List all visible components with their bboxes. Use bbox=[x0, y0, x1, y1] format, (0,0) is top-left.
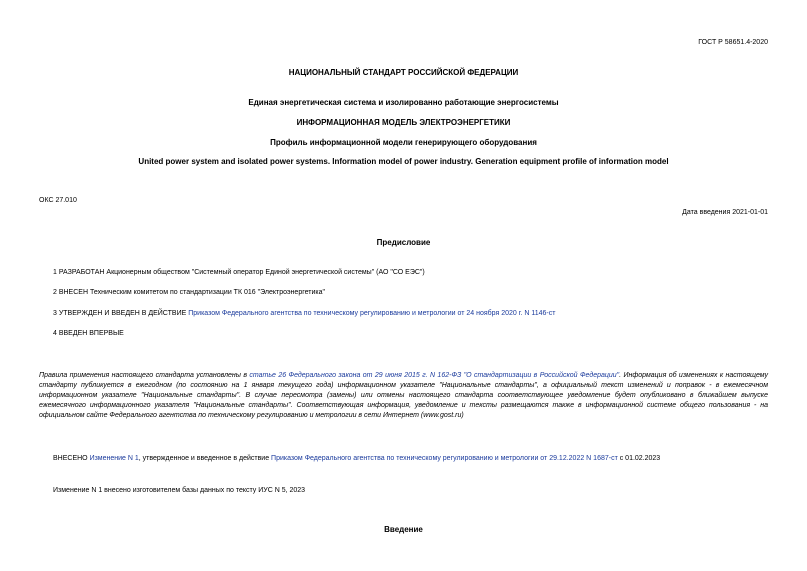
introduction-heading: Введение bbox=[384, 525, 423, 534]
amendment-line bbox=[53, 454, 660, 463]
rules-text-start: Правила применения настоящего стандарта установлены в bbox=[39, 372, 250, 379]
foreword-item-approved bbox=[53, 309, 555, 318]
amendment-suffix: с 01.02.2023 bbox=[617, 455, 661, 462]
change-n1-link[interactable]: Изменение N 1 bbox=[89, 455, 139, 462]
introduction-date: Дата введения 2021-01-01 bbox=[682, 209, 768, 216]
approval-order-link[interactable]: Приказом Федерального агентства по техническому регулированию и метрологии от 24 ноября 2020 г. N 1146-ст bbox=[188, 310, 556, 317]
model-title: ИНФОРМАЦИОННАЯ МОДЕЛЬ ЭЛЕКТРОЭНЕРГЕТИКИ bbox=[296, 118, 511, 127]
federal-law-link[interactable]: статье 26 Федерального закона от 29 июня 2015 г. N 162-ФЗ "О стандартизации в Российской Федерации" bbox=[249, 372, 620, 379]
system-title: Единая энергетическая система и изолированно работающие энергосистемы bbox=[248, 98, 559, 107]
foreword-item-approved-label: 3 УТВЕРЖДЕН И ВВЕДЕН В ДЕЙСТВИЕ bbox=[53, 310, 189, 317]
national-standard-title: НАЦИОНАЛЬНЫЙ СТАНДАРТ РОССИЙСКОЙ ФЕДЕРАЦИИ bbox=[288, 68, 519, 77]
standard-code: ГОСТ Р 58651.4-2020 bbox=[698, 39, 768, 46]
amendment-order-link[interactable]: Приказом Федерального агентства по техническому регулированию и метрологии от 29.12.2022 N 1687-ст bbox=[271, 455, 618, 462]
foreword-heading: Предисловие bbox=[376, 238, 431, 247]
foreword-item-first-introduced: 4 ВВЕДЕН ВПЕРВЫЕ bbox=[53, 330, 124, 337]
rules-text-rest: . Информация об изменениях к настоящему стандарту публикуется в ежегодном (по состоянию на 1 января текущего года) информационном указателе "Национальные стандарты", а официальный текст изменений и поправок - в ежемесячном информационном указателе "Национальные стандарты". В случае пересмотра (замены) или отмены настоящего стандарта соответствующее уведомление будет опубликовано в ближайшем выпуске ежемесячного информационного указателя "Национальные стандарты". Соответствующая информация, уведомление и тексты размещаются также в информационной системе общего пользования - на официальном сайте Федерального агентства по техническому регулированию и метрологии в сети Интернет (www.gost.ru) bbox=[39, 372, 768, 419]
amendment-note: Изменение N 1 внесено изготовителем базы данных по тексту ИУС N 5, 2023 bbox=[53, 487, 306, 494]
amendment-middle: , утвержденное и введенное в действие bbox=[138, 455, 272, 462]
english-title: United power system and isolated power systems. Information model of power industry. Generation equipment profile of information model bbox=[138, 157, 669, 166]
profile-title: Профиль информационной модели генерирующего оборудования bbox=[270, 138, 537, 147]
rules-paragraph bbox=[39, 371, 768, 421]
oks-code: ОКС 27.010 bbox=[39, 197, 77, 204]
foreword-item-submitted: 2 ВНЕСЕН Техническим комитетом по стандартизации ТК 016 "Электроэнергетика" bbox=[53, 289, 325, 296]
foreword-item-developed: 1 РАЗРАБОТАН Акционерным обществом "Системный оператор Единой энергетической системы" (АО "СО ЕЭС") bbox=[53, 269, 425, 276]
amendment-prefix: ВНЕСЕНО bbox=[53, 455, 90, 462]
